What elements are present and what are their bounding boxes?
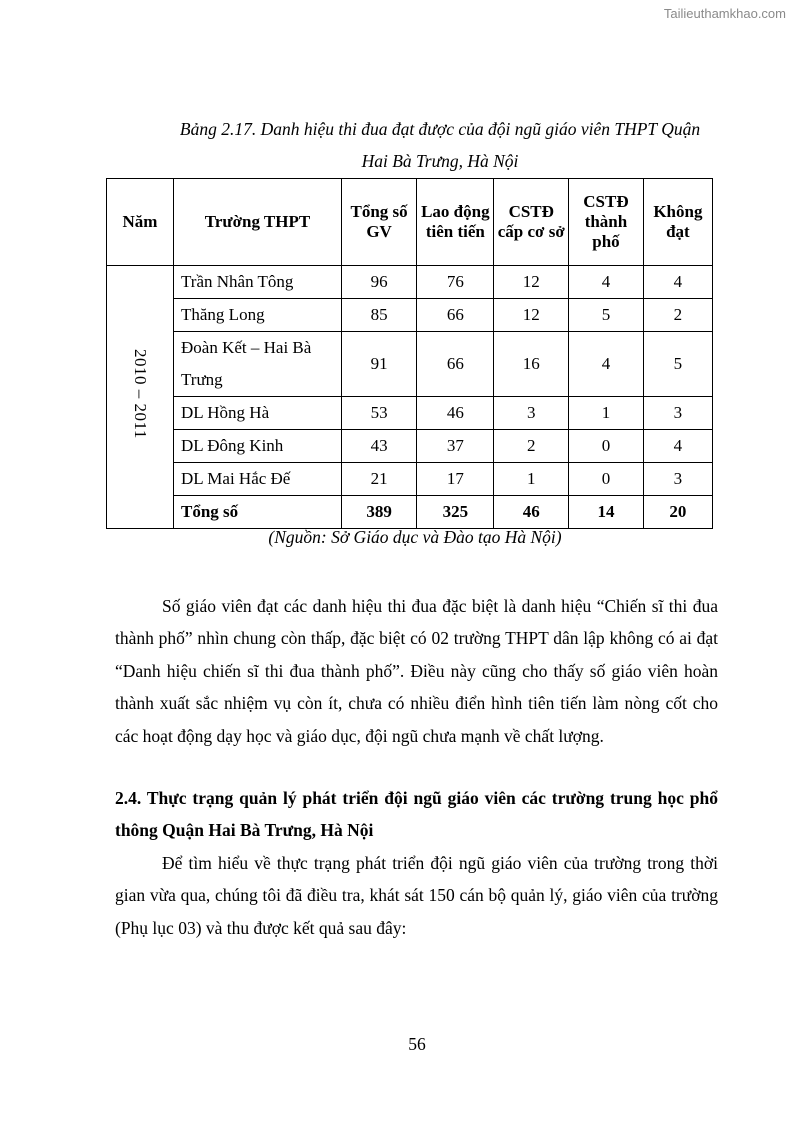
paragraph-2: Để tìm hiểu về thực trạng phát triển đội ngũ giáo viên của trường trong thời gian vừa qua, chúng tôi đã điều tra, khát sát 150 cán bộ quản lý, giáo viên của trường (Phụ lục 03) và thu được kết quả sau đây: (115, 853, 718, 938)
cell-khong-dat: 4 (643, 430, 712, 463)
table-caption (110, 113, 770, 177)
watermark: Tailieuthamkhao.com (663, 6, 786, 21)
cell-thanh-pho: 1 (569, 397, 644, 430)
table-row (107, 299, 713, 332)
cell-khong-dat: 4 (643, 266, 712, 299)
cell-gv: 96 (341, 266, 416, 299)
table-row (107, 332, 713, 397)
paragraph-1: Số giáo viên đạt các danh hiệu thi đua đặc biệt là danh hiệu “Chiến sĩ thi đua thành phố” nhìn chung còn thấp, đặc biệt có 02 trường THPT dân lập không có ai đạt “Danh hiệu chiến sĩ thi đua thành phố”. Điều này cũng cho thấy số giáo viên hoàn thành xuất sắc nhiệm vụ còn ít, chưa có nhiều điển hình tiên tiến làm nòng cốt cho các hoạt động dạy học và giáo dục, đội ngũ chưa mạnh về chất lượng. (115, 596, 718, 746)
page-number: 56 (408, 1034, 426, 1054)
cell-co-so: 12 (494, 299, 569, 332)
cell-khong-dat: 3 (643, 463, 712, 496)
cell-ld: 17 (417, 463, 494, 496)
cell-co-so: 3 (494, 397, 569, 430)
cell-gv: 91 (341, 332, 416, 397)
header-fail: Không đạt (643, 179, 712, 266)
school-name: Trần Nhân Tông (174, 266, 342, 299)
table-row (107, 397, 713, 430)
awards-table (106, 178, 713, 529)
total-gv: 389 (341, 496, 416, 529)
cell-gv: 21 (341, 463, 416, 496)
school-name: Đoàn Kết – Hai Bà Trưng (174, 332, 342, 397)
header-total-teachers: Tổng số GV (341, 179, 416, 266)
year-cell (107, 266, 174, 529)
year-label: 2010 – 2011 (131, 349, 150, 439)
header-labor: Lao động tiên tiến (417, 179, 494, 266)
cell-co-so: 12 (494, 266, 569, 299)
table-row (107, 266, 713, 299)
header-row (107, 179, 713, 266)
cell-khong-dat: 2 (643, 299, 712, 332)
total-label: Tổng số (174, 496, 342, 529)
cell-ld: 66 (417, 332, 494, 397)
cell-thanh-pho: 0 (569, 430, 644, 463)
cell-ld: 66 (417, 299, 494, 332)
cell-co-so: 16 (494, 332, 569, 397)
cell-ld: 37 (417, 430, 494, 463)
cell-co-so: 2 (494, 430, 569, 463)
total-ld: 325 (417, 496, 494, 529)
school-name: DL Hồng Hà (174, 397, 342, 430)
caption-line-2: Hai Bà Trưng, Hà Nội (361, 151, 519, 171)
cell-khong-dat: 5 (643, 332, 712, 397)
table-source: (Nguồn: Sở Giáo dục và Đào tạo Hà Nội) (268, 527, 562, 547)
cell-gv: 53 (341, 397, 416, 430)
school-name: DL Mai Hắc Đế (174, 463, 342, 496)
header-year: Năm (107, 179, 174, 266)
cell-ld: 76 (417, 266, 494, 299)
cell-gv: 85 (341, 299, 416, 332)
cell-thanh-pho: 5 (569, 299, 644, 332)
header-cstd-base: CSTĐ cấp cơ sở (494, 179, 569, 266)
header-cstd-city: CSTĐ thành phố (569, 179, 644, 266)
cell-ld: 46 (417, 397, 494, 430)
section-heading: 2.4. Thực trạng quản lý phát triển đội ngũ giáo viên các trường trung học phổ thông Quận Hai Bà Trưng, Hà Nội (115, 788, 718, 841)
total-khong-dat: 20 (643, 496, 712, 529)
table-row (107, 430, 713, 463)
total-row (107, 496, 713, 529)
cell-thanh-pho: 4 (569, 332, 644, 397)
table-row (107, 463, 713, 496)
cell-thanh-pho: 0 (569, 463, 644, 496)
caption-line-1: Bảng 2.17. Danh hiệu thi đua đạt được của đội ngũ giáo viên THPT Quận (179, 119, 701, 139)
cell-co-so: 1 (494, 463, 569, 496)
total-co-so: 46 (494, 496, 569, 529)
header-school: Trường THPT (174, 179, 342, 266)
total-thanh-pho: 14 (569, 496, 644, 529)
school-name: DL Đông Kinh (174, 430, 342, 463)
cell-thanh-pho: 4 (569, 266, 644, 299)
cell-gv: 43 (341, 430, 416, 463)
cell-khong-dat: 3 (643, 397, 712, 430)
school-name: Thăng Long (174, 299, 342, 332)
